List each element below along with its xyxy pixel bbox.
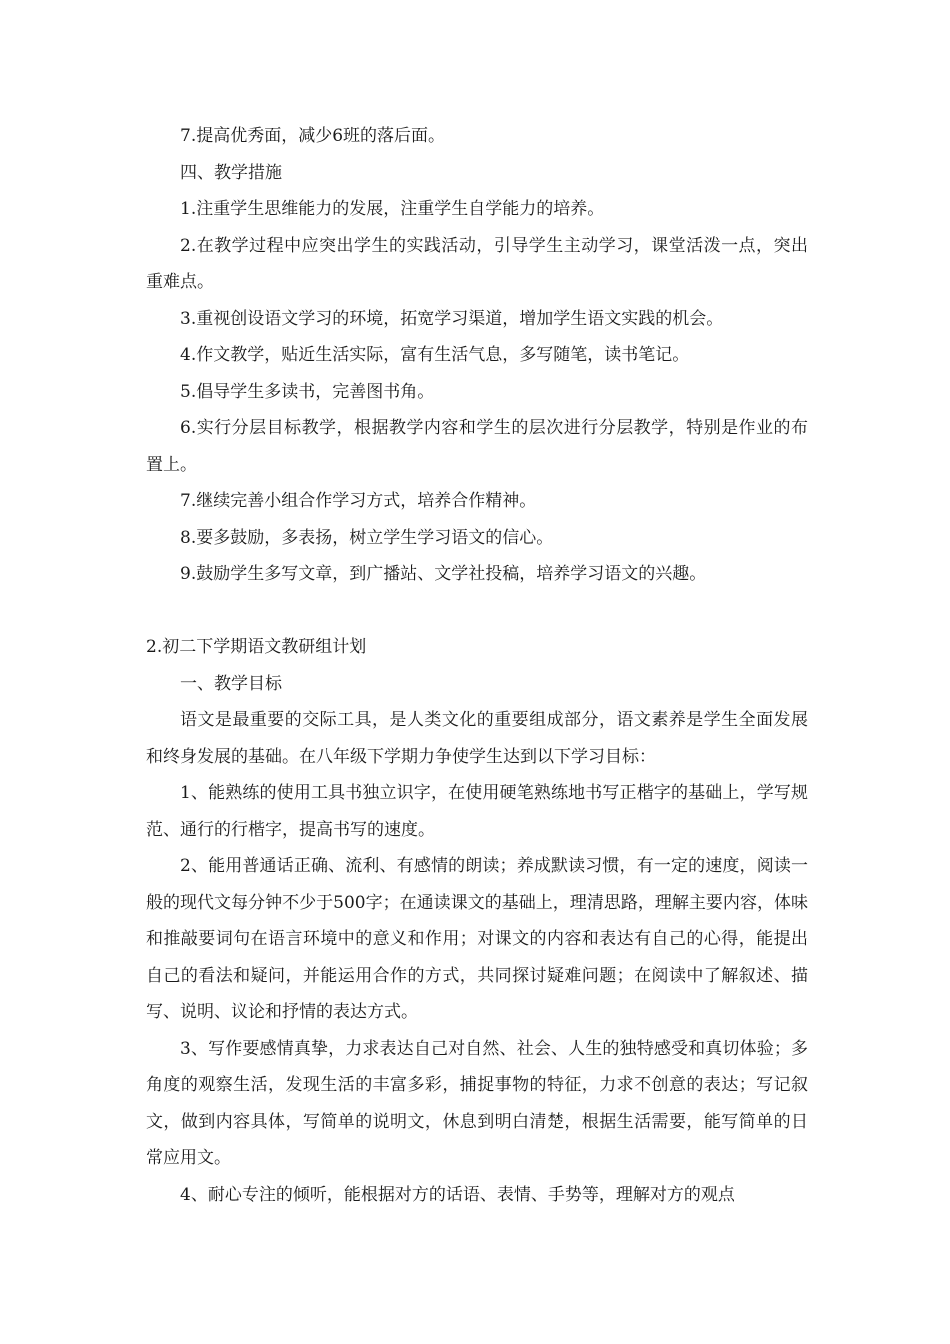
measure-item-9: 9.鼓励学生多写文章，到广播站、文学社投稿，培养学习语文的兴趣。 [180, 564, 707, 584]
section-spacer [146, 593, 808, 630]
goal-item-7: 7.提高优秀面，减少6班的落后面。 [180, 126, 446, 146]
measure-item-2: 2.在教学过程中应突出学生的实践活动，引导学生主动学习，课堂活泼一点，突出重难点。 [146, 235, 808, 292]
measure-item-5: 5.倡导学生多读书，完善图书角。 [180, 381, 435, 402]
section-heading-measures: 四、教学措施 [180, 162, 282, 183]
goal-paragraph-4: 4、耐心专注的倾听，能根据对方的话语、表情、手势等，理解对方的观点 [180, 1184, 735, 1205]
plan-title: 2.初二下学期语文教研组计划 [146, 637, 367, 657]
measure-item-8: 8.要多鼓励，多表扬，树立学生学习语文的信心。 [180, 527, 554, 548]
measure-item-4: 4.作文教学，贴近生活实际，富有生活气息，多写随笔，读书笔记。 [180, 345, 690, 365]
goal-paragraph-1: 1、能熟练的使用工具书独立识字，在使用硬笔熟练地书写正楷字的基础上，学写规范、通行的行楷字，提高书写的速度。 [146, 783, 808, 840]
goal-paragraph-3: 3、写作要感情真挚，力求表达自己对自然、社会、人生的独特感受和真切体验；多角度的观察生活，发现生活的丰富多彩，捕捉事物的特征，力求不创意的表达；写记叙文，做到内容具体，写简单的说明文，休息到明白清楚，根据生活需要，能写简单的日常应用文。 [146, 1038, 808, 1168]
goal-paragraph-2: 2、能用普通话正确、流利、有感情的朗读；养成默读习惯，有一定的速度，阅读一般的现代文每分钟不少于500字；在通读课文的基础上，理清思路，理解主要内容，体味和推敲要词句在语言环境中的意义和作用；对课文的内容和表达有自己的心得，能提出自己的看法和疑问，并能运用合作的方式，共同探讨疑难问题；在阅读中了解叙述、描写、说明、议论和抒情的表达方式。 [146, 856, 808, 1022]
measure-item-3: 3.重视创设语文学习的环境，拓宽学习渠道，增加学生语文实践的机会。 [180, 308, 724, 329]
measure-item-1: 1.注重学生思维能力的发展，注重学生自学能力的培养。 [180, 199, 605, 219]
measure-item-6: 6.实行分层目标教学，根据教学内容和学生的层次进行分层教学，特别是作业的布置上。 [146, 418, 808, 475]
intro-paragraph: 语文是最重要的交际工具，是人类文化的重要组成部分，语文素养是学生全面发展和终身发展的基础。在八年级下学期力争使学生达到以下学习目标： [146, 710, 808, 767]
section-heading-goals: 一、教学目标 [180, 673, 282, 694]
document-body [146, 118, 808, 1213]
measure-item-7: 7.继续完善小组合作学习方式，培养合作精神。 [180, 491, 537, 511]
